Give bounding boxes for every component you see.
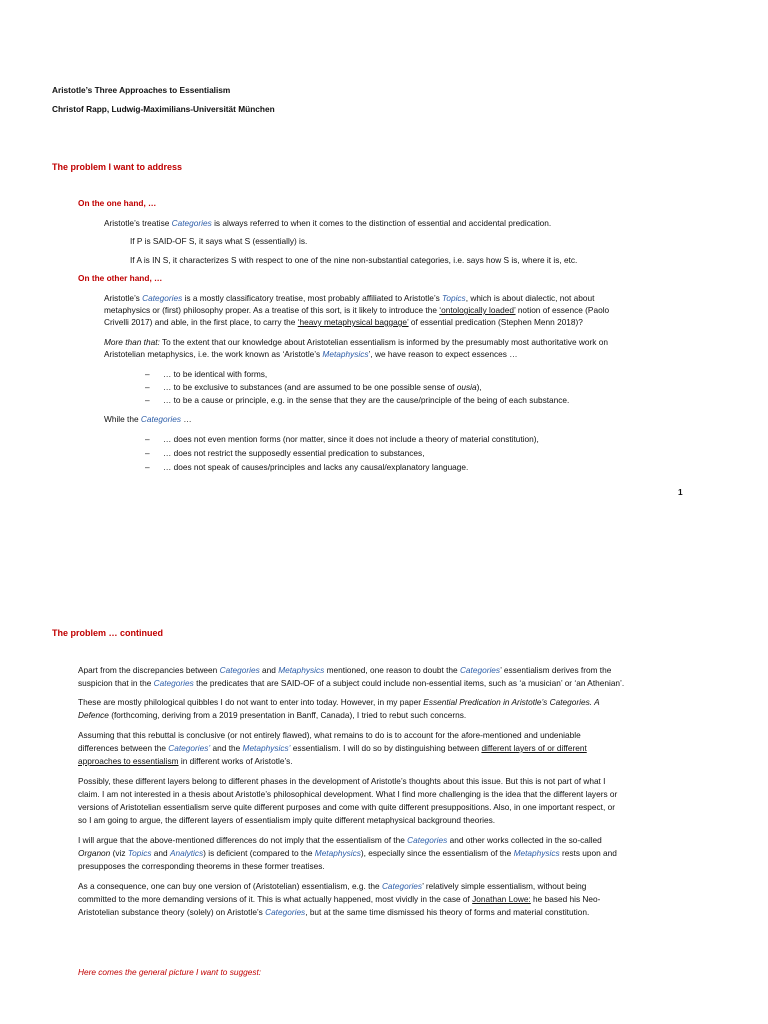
subheading-other-hand: On the other hand, … bbox=[78, 273, 163, 283]
paragraph-rebuttal-line3: approaches to essentialism in different works of Aristotle’s. bbox=[78, 756, 293, 766]
paragraph-layers-line1: Possibly, these different layers belong to different phases in the development of Aristotle’s thoughts about this issue. But this is not part of what I bbox=[78, 776, 606, 786]
list-item: – … to be identical with forms, bbox=[145, 369, 268, 379]
paragraph-discrepancies-line1: Apart from the discrepancies between Categories and Metaphysics mentioned, one reason to doubt the Categories’ essentialism derives from the bbox=[78, 665, 612, 675]
paragraph-more-than-that-line2: Aristotelian metaphysics, i.e. the work known as ‘Aristotle’s Metaphysics’, we have reason to expect essences … bbox=[104, 349, 518, 359]
paragraph-consequence-line2: committed to the more demanding versions of it. This is what actually happened, most vividly in the case of Jonathan Lowe: he based his Neo- bbox=[78, 894, 601, 904]
paragraph-classificatory-line2: metaphysics or (first) philosophy proper. As a treatise of this sort, is it likely to introduce the ‘ontologically loaded’ notion of essence (Paolo bbox=[104, 305, 610, 315]
paragraph-layers-line3: versions of Aristotelian essentialism serve quite different purposes and come with quite different presuppositions. Also, in one important respect, or bbox=[78, 802, 615, 812]
paragraph-categories-treatise: Aristotle’s treatise Categories is always referred to when it comes to the distinction of essential and accidental predication. bbox=[104, 218, 552, 228]
list-item: – … does not even mention forms (nor matter, since it does not include a theory of material constitution), bbox=[145, 434, 539, 444]
paragraph-classificatory-line1: Aristotle’s Categories is a mostly classificatory treatise, most probably affiliated to Aristotle’s Topics, which is about dialectic, not about bbox=[104, 293, 595, 303]
paragraph-quibbles-line2: Defence (forthcoming, deriving from a 2019 presentation in Banff, Canada), I tried to rebut such concerns. bbox=[78, 710, 467, 720]
closing-line: Here comes the general picture I want to suggest: bbox=[78, 967, 262, 977]
paragraph-layers-line2: claim. I am not interested in a thesis about Aristotle’s philosophical development. What I find more challenging is the idea that the different layers or bbox=[78, 789, 618, 799]
list-item: – … to be exclusive to substances (and are assumed to be one possible sense of ousia), bbox=[145, 382, 482, 392]
said-of-statement: If P is SAID-OF S, it says what S (essentially) is. bbox=[130, 236, 308, 246]
document-title: Aristotle’s Three Approaches to Essentialism bbox=[52, 85, 231, 95]
in-statement: If A is IN S, it characterizes S with respect to one of the nine non-substantial categories, i.e. says how S is, where it is, etc. bbox=[130, 255, 578, 265]
while-the-categories: While the Categories … bbox=[104, 414, 192, 424]
paragraph-layers-line4: so I am going to argue, the different layers of essentialism imply quite different metaphysical background theories. bbox=[78, 815, 496, 825]
paragraph-argue-line1: I will argue that the above-mentioned differences do not imply that the essentialism of the Categories and other works collected in the so-called bbox=[78, 835, 602, 845]
paragraph-classificatory-line3: Crivelli 2017) and able, in the first place, to carry the ‘heavy metaphysical baggage’ of essential predication (Stephen Menn 2018)? bbox=[104, 317, 583, 327]
paragraph-argue-line2: Organon (viz Topics and Analytics) is deficient (compared to the Metaphysics), especially since the essentialism of the Metaphysics rests upon and bbox=[78, 848, 617, 858]
page-number: 1 bbox=[678, 487, 683, 497]
paragraph-discrepancies-line2: suspicion that in the Categories the predicates that are SAID-OF of a subject could include non-essential items, such as ‘a musician’ or ‘an Athenian’. bbox=[78, 678, 625, 688]
paragraph-rebuttal-line2: differences between the Categories’ and the Metaphysics’ essentialism. I will do so by distinguishing between different layers of or different bbox=[78, 743, 587, 753]
page-2 bbox=[0, 512, 768, 1024]
section-heading: The problem I want to address bbox=[52, 162, 183, 172]
section-heading: The problem … continued bbox=[52, 628, 164, 638]
paragraph-consequence-line3: Aristotelian substance theory (solely) on Aristotle’s Categories, but at the same time dismissed his theory of forms and material constitution. bbox=[78, 907, 590, 917]
author-line: Christof Rapp, Ludwig-Maximilians-Universität München bbox=[52, 104, 275, 114]
paragraph-argue-line3: presupposes the corresponding theorems in these former treatises. bbox=[78, 861, 325, 871]
paragraph-consequence-line1: As a consequence, one can buy one version of (Aristotelian) essentialism, e.g. the Categories’ relatively simple essentialism, without being bbox=[78, 881, 587, 891]
list-item: – … does not restrict the supposedly essential predication to substances, bbox=[145, 448, 425, 458]
subheading-one-hand: On the one hand, … bbox=[78, 198, 157, 208]
list-item: – … to be a cause or principle, e.g. in the sense that they are the cause/principle of the being of each substance. bbox=[145, 395, 570, 405]
paragraph-more-than-that-line1: More than that: To the extent that our knowledge about Aristotelian essentialism is informed by the presumably most authoritative work on bbox=[104, 337, 608, 347]
paragraph-rebuttal-line1: Assuming that this rebuttal is conclusive (or not entirely flawed), what remains to do is to account for the afore-mentioned and undeniable bbox=[78, 730, 581, 740]
paragraph-quibbles-line1: These are mostly philological quibbles I do not want to enter into today. However, in my paper Essential Predication in Aristotle’s Categories. A bbox=[78, 697, 600, 707]
list-item: – … does not speak of causes/principles and lacks any causal/explanatory language. bbox=[145, 462, 469, 472]
